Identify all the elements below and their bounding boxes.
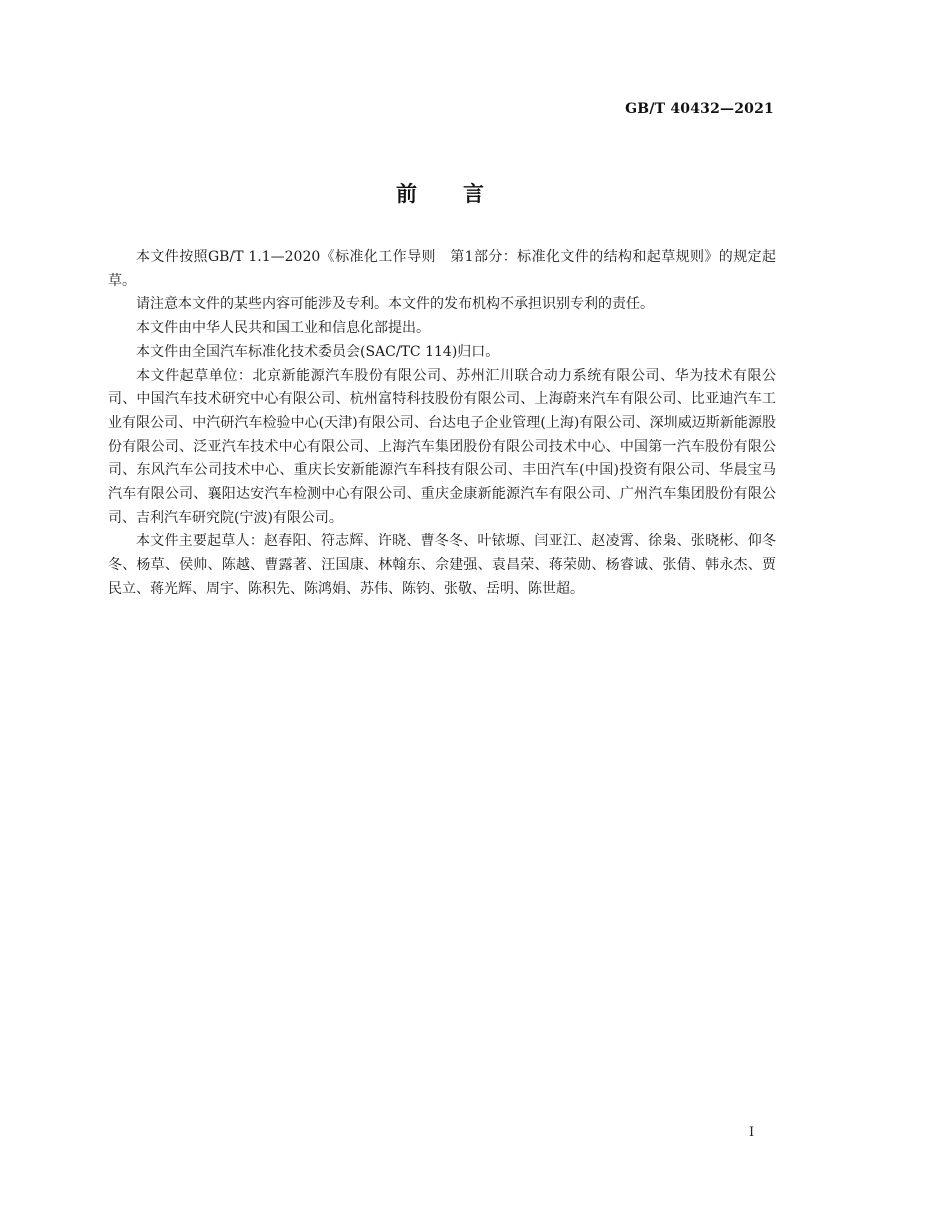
standard-code: GB/T 40432—2021 bbox=[625, 101, 774, 117]
paragraph-proposer: 本文件由中华人民共和国工业和信息化部提出。 bbox=[136, 320, 430, 337]
page-number: I bbox=[749, 1125, 755, 1140]
paragraph-patent-notice: 请注意本文件的某些内容可能涉及专利。本文件的发布机构不承担识别专利的责任。 bbox=[136, 296, 654, 313]
document-body bbox=[108, 246, 776, 602]
paragraph-technical-committee: 本文件由全国汽车标准化技术委员会(SAC/TC 114)归口。 bbox=[136, 343, 500, 360]
paragraph-drafting-units: 本文件起草单位：北京新能源汽车股份有限公司、苏州汇川联合动力系统有限公司、华为技术有限公司、中国汽车技术研究中心有限公司、杭州富特科技股份有限公司、上海蔚来汽车有限公司、比亚迪汽车工业有限公司、中汽研汽车检验中心(天津)有限公司、台达电子企业管理(上海)有限公司、深圳威迈斯新能源股份有限公司、泛亚汽车技术中心有限公司、上海汽车集团股份有限公司技术中心、中国第一汽车股份有限公司、东风汽车公司技术中心、重庆长安新能源汽车科技有限公司、丰田汽车(中国)投资有限公司、华晨宝马汽车有限公司、襄阳达安汽车检测中心有限公司、重庆金康新能源汽车有限公司、广州汽车集团股份有限公司、吉利汽车研究院(宁波)有限公司。 bbox=[108, 367, 776, 526]
page-title: 前言 bbox=[396, 182, 530, 206]
paragraph-drafters: 本文件主要起草人：赵春阳、符志辉、许晓、曹冬冬、叶铱塬、闫亚江、赵凌霄、徐枭、张晓彬、仰冬冬、杨草、侯帅、陈越、曹露著、汪国康、林翰东、佘建强、袁昌荣、蒋荣勋、杨睿诚、张倩、韩永杰、贾民立、蒋光辉、周宇、陈积先、陈鸿娟、苏伟、陈钧、张敬、岳明、陈世超。 bbox=[108, 533, 776, 597]
paragraph-drafting-rules: 本文件按照GB/T 1.1—2020《标准化工作导则 第1部分：标准化文件的结构和起草规则》的规定起草。 bbox=[108, 249, 776, 289]
